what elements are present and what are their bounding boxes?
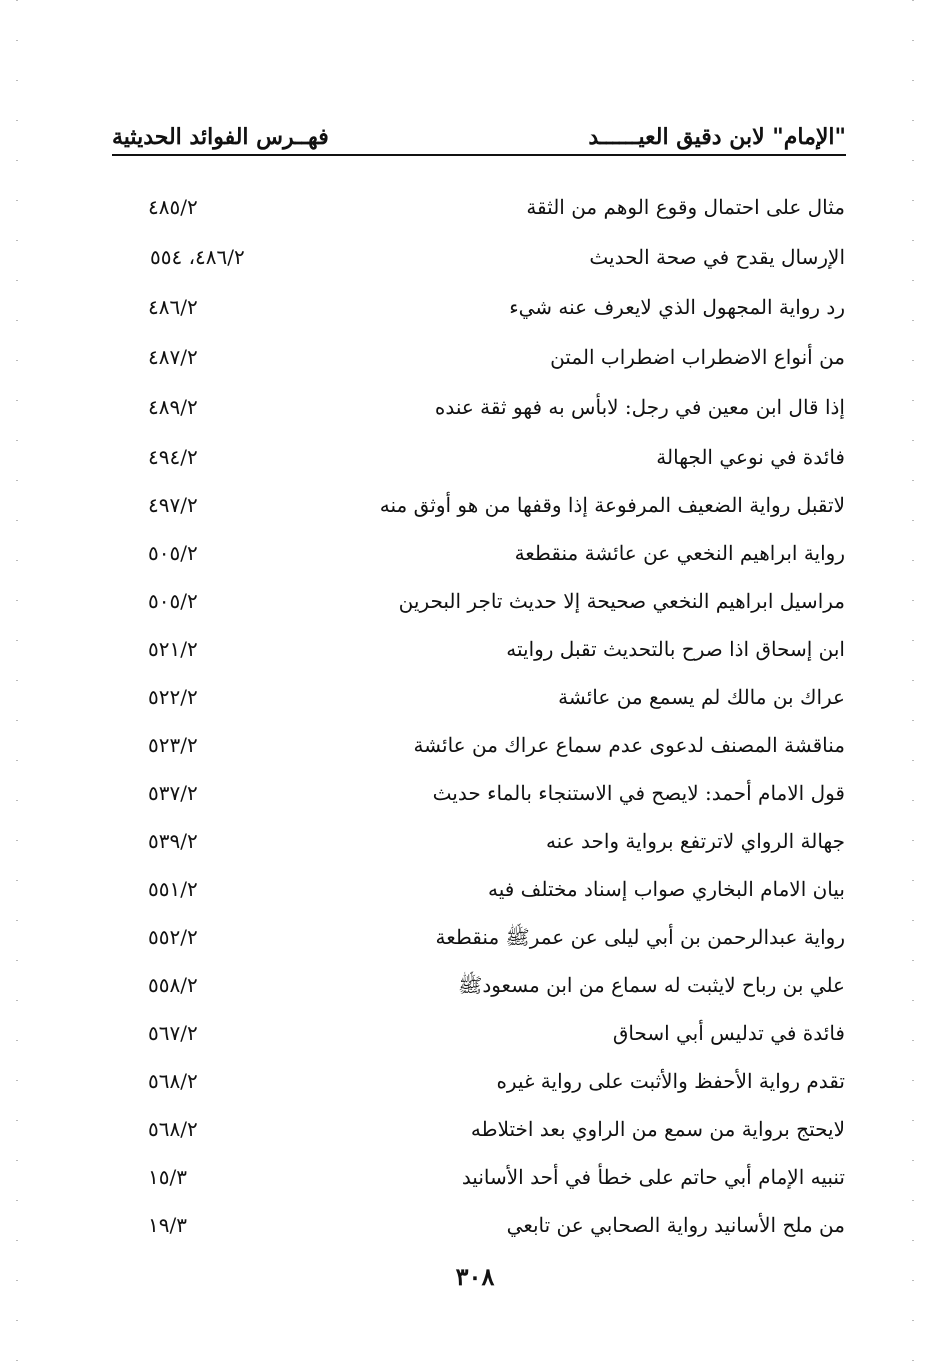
entry-text: مثال على احتمال وقوع الوهم من الثقة	[526, 195, 845, 219]
index-entry	[0, 1158, 941, 1198]
index-entry	[0, 1062, 941, 1102]
index-entry	[0, 774, 941, 814]
section-title: فهــرس الفوائد الحديثية	[112, 124, 329, 150]
entry-reference: ٤٨٥/٢	[148, 195, 198, 219]
index-entry	[0, 726, 941, 766]
index-entry	[0, 534, 941, 574]
entry-text: لاتقبل رواية الضعيف المرفوعة إذا وقفها من هو أوثق منه	[379, 493, 845, 517]
index-entry	[0, 388, 941, 428]
header-divider	[112, 154, 846, 156]
entry-reference: ٥٦٨/٢	[148, 1117, 198, 1141]
entry-reference: ٥٢٣/٢	[148, 733, 198, 757]
index-entry	[0, 966, 941, 1006]
entry-text: عراك بن مالك لم يسمع من عائشة	[558, 685, 845, 709]
entry-reference: ٥٥٢/٢	[148, 925, 198, 949]
index-entry	[0, 822, 941, 862]
entry-reference: ١٩/٣	[148, 1213, 187, 1237]
entry-text: جهالة الرواي لاترتفع برواية واحد عنه	[545, 829, 845, 853]
entry-text: تنبيه الإمام أبي حاتم على خطأ في أحد الأسانيد	[461, 1165, 845, 1189]
entry-text: لايحتج برواية من سمع من الراوي بعد اختلاطه	[470, 1117, 845, 1141]
index-entry	[0, 582, 941, 622]
entry-reference: ٥٣٧/٢	[148, 781, 198, 805]
entry-reference: ٤٨٧/٢	[148, 345, 198, 369]
entry-reference: ٤٨٦/٢	[148, 295, 198, 319]
entry-text: ابن إسحاق اذا صرح بالتحديث تقبل روايته	[506, 637, 845, 661]
entry-text: علي بن رباح لايثبت له سماع من ابن مسعودﷺ	[458, 973, 845, 997]
entry-reference: ٤٩٤/٢	[148, 445, 198, 469]
entry-reference: ٤٩٧/٢	[148, 493, 198, 517]
entry-reference: ٥٦٧/٢	[148, 1021, 198, 1045]
entry-reference: ٥٢١/٢	[148, 637, 198, 661]
entry-reference: ٥٦٨/٢	[148, 1069, 198, 1093]
entry-text: تقدم رواية الأحفظ والأثبت على رواية غيره	[496, 1069, 845, 1093]
index-entry	[0, 1110, 941, 1150]
page-number: ٣٠٨	[455, 1262, 495, 1291]
entry-reference: ١٥/٣	[148, 1165, 187, 1189]
entry-reference: ٥٢٢/٢	[148, 685, 198, 709]
entry-reference: ٥٠٥/٢	[148, 541, 198, 565]
entry-text: فائدة في نوعي الجهالة	[656, 445, 845, 469]
entry-text: مراسيل ابراهيم النخعي صحيحة إلا حديث تاجر البحرين	[398, 589, 845, 613]
entry-reference: ٥٥١/٢	[148, 877, 198, 901]
book-title: "الإمام" لابن دقيق العيــــــد	[588, 124, 846, 150]
index-entry	[0, 1014, 941, 1054]
index-entry	[0, 238, 941, 278]
entry-text: إذا قال ابن معين في رجل: لابأس به فهو ثقة عنده	[434, 395, 845, 419]
index-entry	[0, 1206, 941, 1246]
running-header	[112, 118, 846, 158]
index-entry	[0, 630, 941, 670]
entry-text: رواية عبدالرحمن بن أبي ليلى عن عمرﷺ منقطعة	[435, 925, 845, 949]
entry-text: قول الامام أحمد: لايصح في الاستنجاء بالماء حديث	[432, 781, 845, 805]
entry-reference: ٤٨٦/٢، ٥٥٤	[150, 245, 245, 269]
index-entry	[0, 486, 941, 526]
entry-text: رواية ابراهيم النخعي عن عائشة منقطعة	[514, 541, 845, 565]
entry-reference: ٥٥٨/٢	[148, 973, 198, 997]
index-entry	[0, 438, 941, 478]
entry-text: من أنواع الاضطراب اضطراب المتن	[550, 345, 845, 369]
index-entry	[0, 870, 941, 910]
index-entry	[0, 288, 941, 328]
index-entry	[0, 338, 941, 378]
entry-text: رد رواية المجهول الذي لايعرف عنه شيء	[509, 295, 845, 319]
entry-text: فائدة في تدليس أبي اسحاق	[612, 1021, 845, 1045]
entry-text: مناقشة المصنف لدعوى عدم سماع عراك من عائشة	[413, 733, 845, 757]
entry-text: بيان الامام البخاري صواب إسناد مختلف فيه	[487, 877, 845, 901]
entry-text: من ملح الأسانيد رواية الصحابي عن تابعي	[506, 1213, 845, 1237]
entry-reference: ٥٣٩/٢	[148, 829, 198, 853]
index-entry	[0, 678, 941, 718]
index-entry	[0, 188, 941, 228]
entry-text: الإرسال يقدح في صحة الحديث	[589, 245, 845, 269]
index-entry	[0, 918, 941, 958]
entry-reference: ٤٨٩/٢	[148, 395, 198, 419]
entry-reference: ٥٠٥/٢	[148, 589, 198, 613]
